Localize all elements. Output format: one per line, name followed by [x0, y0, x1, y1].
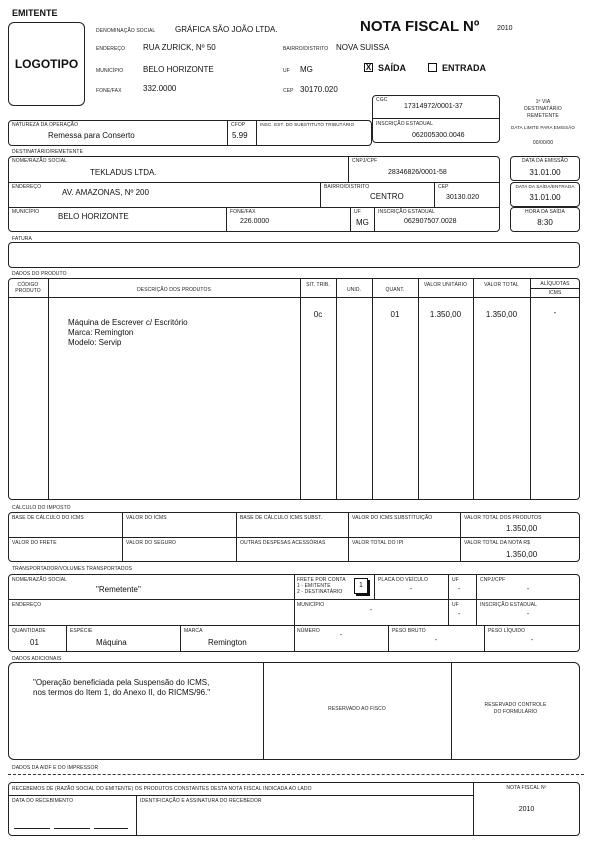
placa-label: PLACA DO VEÍCULO [378, 577, 428, 583]
transp-uf: - [458, 586, 461, 593]
transp-uf-label: UF [452, 577, 459, 583]
frete-opt2: 2 - DESTINATÁRIO [297, 589, 343, 595]
emitente-cep-label: CEP [283, 88, 294, 94]
seguro-label: VALOR DO SEGURO [126, 540, 177, 546]
produto-line2: Marca: Remington [68, 328, 134, 337]
cfop: 5.99 [232, 131, 248, 140]
transp-uf2-label: UF [452, 602, 459, 608]
imposto-header: CÁLCULO DO IMPOSTO [12, 505, 71, 511]
validade-label: DATA LIMITE PARA EMISSÃO [511, 125, 575, 130]
emitente-header: EMITENTE [12, 8, 58, 18]
produto-icms: - [553, 308, 557, 317]
valor-icms-label: VALOR DO ICMS [126, 515, 167, 521]
saida-checkbox[interactable]: X [365, 63, 372, 72]
frete-opt1: 1 - EMITENTE [297, 583, 331, 589]
produto-line3: Modelo: Servip [68, 338, 122, 347]
produto-vunit: 1.350,00 [429, 310, 462, 319]
via-dest: DESTINATÁRIO [524, 106, 562, 112]
logo: LOGOTIPO [14, 57, 79, 71]
dest-cnpj: 28346826/0001-58 [388, 169, 447, 176]
adic-header: DADOS ADICIONAIS [12, 656, 62, 662]
reservado-fisco: RESERVADO AO FISCO [328, 706, 386, 712]
col-sit: SIT. TRIB. [306, 282, 330, 288]
dest-endereco-label: ENDEREÇO [12, 184, 42, 190]
cgc-label: CGC [376, 97, 388, 103]
marca: Remington [208, 638, 247, 647]
especie-label: ESPÉCIE [70, 628, 93, 634]
controle-2: DO FORMULÁRIO [493, 709, 538, 715]
emitente-cep: 30170.020 [300, 85, 338, 94]
controle-1: RESERVADO CONTROLE [484, 702, 547, 708]
col-descricao: DESCRIÇÃO DOS PRODUTOS [137, 287, 211, 293]
produto-line1: Máquina de Escrever c/ Escritório [68, 318, 188, 327]
entrada-checkbox[interactable] [428, 63, 437, 72]
col-vunit: VALOR UNITÁRIO [423, 282, 468, 288]
transp-uf2: - [458, 611, 461, 618]
impressor: DADOS DA AIDF E DO IMPRESSOR [12, 765, 99, 771]
dest-hora: 8:30 [537, 218, 553, 227]
transp-ie: - [526, 611, 530, 618]
quant-label: QUANTIDADE [12, 628, 46, 634]
emitente-fone-label: FONE/FAX [96, 88, 122, 94]
outras-label: OUTRAS DESPESAS ACESSÓRIAS [240, 540, 326, 546]
bruto: - [434, 637, 438, 644]
numero: - [339, 632, 343, 639]
transp-cnpj-label: CNPJ/CPF [480, 577, 506, 583]
col-vtotal: VALOR TOTAL [484, 282, 519, 288]
emitente-endereco: RUA ZURICK, Nº 50 [143, 43, 216, 52]
dest-bairro: CENTRO [370, 192, 404, 201]
emitente-endereco-label: ENDEREÇO [96, 46, 126, 52]
dest-fone-label: FONE/FAX [230, 209, 256, 215]
canhoto-cut-line [8, 774, 584, 775]
produtos-header: DADOS DO PRODUTO [12, 271, 67, 277]
dest-cnpj-label: CNPJ/CPF [352, 158, 378, 164]
total-prod-label: VALOR TOTAL DOS PRODUTOS [464, 515, 542, 521]
via-rem: REMETENTE [527, 113, 559, 119]
canhoto-nota-label: NOTA FISCAL Nº [506, 785, 547, 791]
total-prod: 1.350,00 [506, 524, 538, 533]
dest-ie-label: INSCRIÇÃO ESTADUAL [378, 209, 435, 215]
transp-header: TRANSPORTADOR/VOLUMES TRANSPORTADOS [12, 566, 133, 572]
valor-sub-label: VALOR DO ICMS SUBSTITUIÇÃO [352, 515, 433, 521]
fatura-header: FATURA [12, 236, 32, 242]
total-nota-label: VALOR TOTAL DA NOTA R$ [464, 540, 531, 546]
dest-saida: 31.01.00 [529, 193, 561, 202]
transp-razao: "Remetente" [96, 585, 141, 594]
adic-text2: nos termos do Item 1, do Anexo II, do RICMS/96." [33, 688, 211, 697]
produto-sit: 0c [313, 310, 323, 319]
validade: 00/00/00 [532, 140, 554, 146]
adic-text1: "Operação beneficiada pela Suspensão do ICMS, [33, 678, 210, 687]
transp-cnpj: - [526, 586, 530, 593]
emitente-razao: GRÁFICA SÃO JOÃO LTDA. [175, 25, 278, 34]
frete-label: VALOR DO FRETE [12, 540, 57, 546]
nota-numero: 2010 [497, 25, 513, 32]
via-label: 1ª VIA [535, 99, 551, 105]
produto-quant: 01 [390, 310, 400, 319]
dest-cep: 30130.020 [446, 194, 480, 201]
natureza-label: NATUREZA DA OPERAÇÃO [12, 122, 79, 128]
produto-vtotal: 1.350,00 [485, 310, 518, 319]
col-icms: ICMS [548, 290, 562, 296]
emitente-razao-label: DENOMINAÇÃO SOCIAL [96, 28, 156, 34]
dest-saida-label: DATA DA SAÍDA/ENTRADA [515, 184, 575, 189]
dest-fone: 226.0000 [240, 218, 270, 225]
entrada-label: ENTRADA [442, 63, 486, 73]
dest-cep-label: CEP [438, 184, 449, 190]
dest-header: DESTINATÁRIO/REMETENTE [12, 149, 84, 155]
placa: - [409, 586, 413, 593]
emitente-uf-label: UF [283, 68, 290, 74]
frete-conta-label: FRETE POR CONTA [297, 577, 346, 583]
dest-endereco: AV. AMAZONAS, Nº 200 [62, 188, 149, 197]
emitente-bairro-label: BAIRRO/DISTRITO [283, 46, 329, 52]
fatura-box [8, 242, 580, 268]
transp-municipio: - [369, 607, 373, 614]
base-label: BASE DE CÁLCULO DO ICMS [12, 515, 84, 521]
transp-ie-label: INSCRIÇÃO ESTADUAL [480, 602, 537, 608]
dest-uf: MG [356, 218, 369, 227]
dest-bairro-label: BAIRRO/DISTRITO [324, 184, 370, 190]
dest-razao: TEKLADUS LTDA. [90, 168, 157, 177]
emitente-municipio: BELO HORIZONTE [143, 65, 214, 74]
cfop-label: CFOP [231, 122, 246, 128]
ie: 062005300.0046 [412, 132, 465, 139]
liquido-label: PESO LÍQUIDO [488, 628, 526, 634]
canhoto-ident-label: IDENTIFICAÇÃO E ASSINATURA DO RECEBEDOR [140, 798, 262, 804]
dest-municipio-label: MUNICÍPIO [12, 209, 40, 215]
especie: Máquina [96, 638, 127, 647]
frete-value-box[interactable]: 1 [354, 578, 368, 594]
transp-municipio-label: MUNICÍPIO [297, 602, 325, 608]
dest-municipio: BELO HORIZONTE [58, 212, 129, 221]
ipi-label: VALOR TOTAL DO IPI [352, 540, 404, 546]
col-aliq: ALÍQUOTAS [540, 281, 570, 287]
dest-razao-label: NOME/RAZÃO SOCIAL [12, 158, 68, 164]
numero-label: NÚMERO [297, 628, 320, 634]
cgc: 17314972/0001-37 [404, 103, 463, 110]
dest-ie: 062907507.0028 [404, 218, 457, 225]
dest-hora-label: HORA DA SAÍDA [525, 209, 565, 215]
col-quant: QUANT. [385, 287, 405, 293]
col-codigo: CÓDIGO PRODUTO [15, 282, 41, 294]
base-sub-label: BASE DE CÁLCULO ICMS SUBST. [240, 515, 323, 521]
dest-emissao: 31.01.00 [529, 168, 561, 177]
canhoto-nota: 2010 [518, 806, 535, 813]
dest-emissao-label: DATA DA EMISSÃO [521, 158, 569, 164]
emitente-bairro: NOVA SUISSA [336, 43, 390, 52]
saida-label: SAÍDA [378, 63, 407, 73]
transp-endereco-label: ENDEREÇO [12, 602, 42, 608]
canhoto-data-label: DATA DO RECEBIMENTO [12, 798, 74, 804]
quant: 01 [30, 638, 39, 647]
logo-box [8, 22, 85, 106]
ie-label: INSCRIÇÃO ESTADUAL [376, 121, 433, 127]
emitente-municipio-label: MUNICÍPIO [96, 68, 124, 74]
nota-title: NOTA FISCAL Nº [360, 18, 480, 35]
canhoto-header: RECEBEMOS DE (RAZÃO SOCIAL DO EMITENTE) OS PRODUTOS CONSTANTES DESTA NOTA FISCAL INDICADA AO LADO [12, 786, 312, 792]
dest-uf-label: UF [354, 209, 361, 215]
col-unid: UNID. [346, 287, 362, 293]
bruto-label: PESO BRUTO [392, 628, 426, 634]
transp-razao-label: NOME/RAZÃO SOCIAL [12, 577, 68, 583]
liquido: - [530, 637, 534, 644]
emitente-uf: MG [300, 65, 313, 74]
emitente-fone: 332.0000 [143, 84, 177, 93]
natureza: Remessa para Conserto [48, 131, 135, 140]
marca-label: MARCA [184, 628, 203, 634]
ie-sub-label: INSC. EST. DO SUBSTITUTO TRIBUTÁRIO [260, 122, 355, 127]
total-nota: 1.350,00 [506, 550, 538, 559]
